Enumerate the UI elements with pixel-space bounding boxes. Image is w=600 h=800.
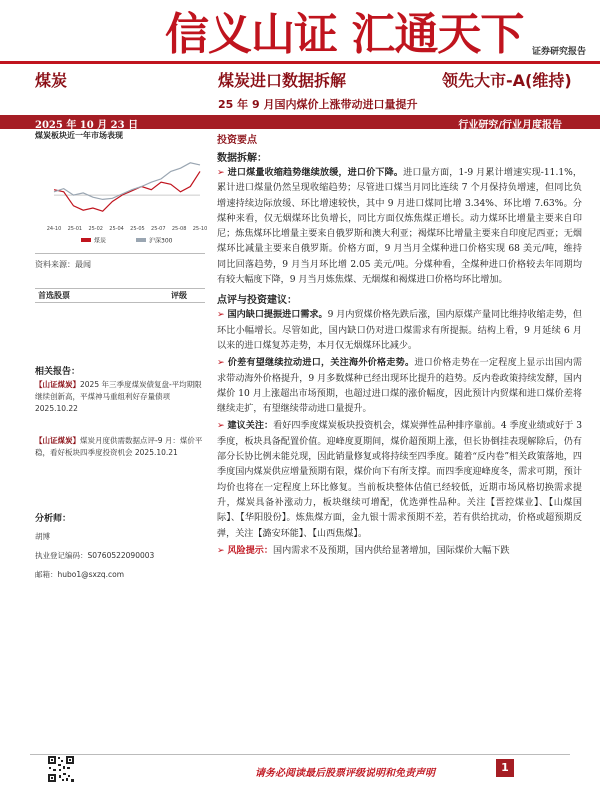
x-tick-label: 25-02 [88,226,103,232]
paragraph-text: 进口量方面，1-9 月累计增速实现-11.1%，累计进口煤量仍然呈现收缩趋势；尽管进口煤当月同比连续 7 个月保持负增速，但同比负增速持续边际放缓、环比增速较快，其中 9 月进口煤同比增 3.34%、环比增 7.63%。分煤种来看，仅无烟煤环比负增长，同比方面仅炼焦煤正增长。动力煤环比增量主要来自印尼；炼焦煤环比增量主要来自俄罗斯和澳大利亚；褐煤环比增量主要来自印度尼西亚；无烟煤环比减量主要来自俄罗斯。价格方面，9 月当月全煤种进口价格实现 68 美元/吨，维持同比回落趋势，9 月当月环比增 2.05 美元/吨。分煤种看，全煤种进口价格较去年同期均有较大幅度下降，9 月当月炼焦煤、无烟煤和褐煤进口价格均环比增加。 [217,168,582,286]
risk-label: 风险提示： [227,545,273,556]
bullet-icon: ➢ [217,358,228,369]
date-band [0,115,600,129]
paragraph [217,356,582,417]
related-reports-title: 相关报告： [35,367,81,377]
stock-col-header: 首选股票 [38,291,70,300]
header-logo-band [0,0,600,60]
paragraph-lead: 国内缺口提振进口需求。 [227,310,328,321]
paragraph-lead: 建议关注： [227,421,274,432]
paragraph-text: 进口价格走势在一定程度上显示出国内需求带动海外价格提升，9 月多数煤种已经出现环比提升的趋势。反内卷政策持续发酵，国内煤价 10 月上涨超出市场预期，也超过进口煤的涨价幅度，因此预计内贸煤和进口煤价差将继续走扩，有望继续带动进口量提升。 [217,358,582,415]
title-row [0,66,600,94]
header-divider [0,61,600,64]
bullet-icon: ➢ [217,168,228,178]
paragraph-lead: 价差有望继续拉动进口，关注海外价格走势。 [227,358,415,369]
qr-code-icon [47,755,75,783]
related-report-link[interactable] [35,379,205,415]
x-tick-label: 24-10 [46,226,62,232]
x-tick-label: 25-01 [67,226,83,232]
x-tick-label: 25-05 [130,226,145,232]
section-heading: 点评与投资建议： [217,295,297,307]
x-tick-label: 25-07 [151,226,166,232]
x-tick-label: 25-10 [192,226,208,232]
company-logo: 信义山证 汇通天下 [165,9,524,60]
x-tick-label: 25-08 [171,226,187,232]
chart-source: 资料来源：最闻 [35,260,91,269]
x-tick-label: 25-04 [109,226,124,232]
report-subtitle: 25 年 9 月国内煤价上涨带动进口量提升 [218,98,418,111]
related-report-text: 2025 年三季度煤炭债复盘-平均期限继续创新高，平煤神马重组利好存量债项 2025.10.22 [35,380,202,413]
paragraph [217,166,582,288]
report-title: 煤炭进口数据拆解 [218,71,347,90]
research-tag: 证券研究报告 [531,47,586,57]
bullet-icon: ➢ [217,421,228,432]
chart-divider [35,253,205,254]
paragraph [217,544,582,559]
paragraph-text: 看好四季度煤炭板块投资机会，煤炭弹性品种排序靠前。4 季度业绩或好于 3 季度，板块具备配置价值。迎峰度夏期间，煤价超预期上涨，但长协倒挂表现解除后，仍有部分长协比例未能兑现，因此销量修复或将持续至四季度。随着“反内卷”相关政策落地，四季度国内煤炭供应增量预期有限，煤价向下有所支撑。而四季度迎峰度冬，需求可期，预计均价也将在一定程度上环比修复。当前板块整体估值已经较低，近期市场风格切换需求提升，煤炭具备补涨动力，板块继续可增配，优选弹性品种。关注【晋控煤业】、【山煤国际】、【华阳股份】。炼焦煤方面，金九银十需求预期不差，若有供给扰动，价格或超预期反弹，关注【潞安环能】、【山西焦煤】。 [217,421,582,539]
series-line-csi300 [54,163,200,200]
bullet-icon: ➢ [217,310,228,321]
related-report-tag: 【山证煤炭】 [35,436,80,445]
legend-swatch [81,238,91,242]
bullet-icon: ➢ [217,545,228,556]
paragraph [217,419,582,541]
related-report-text: 煤炭月度供需数据点评-9 月：煤价平稳，看好板块四季度投资机会 2025.10.21 [35,436,203,457]
footer-divider [30,754,570,755]
chart-label: 煤炭板块近一年市场表现 [35,131,123,140]
legend-label: 煤炭 [94,237,107,245]
related-report-tag: 【山证煤炭】 [35,380,80,389]
analyst-cert: 执业登记编码：S0760522090003 [35,551,155,560]
section-heading: 数据拆解： [217,153,267,164]
section-heading: 投资要点 [217,135,257,146]
main-content [217,131,582,561]
paragraph-lead: 进口煤量收缩趋势继续放缓，进口价下降。 [227,168,404,178]
report-type: 行业研究/行业月度报告 [458,120,562,131]
paragraph [217,308,582,354]
page-number: 1 [496,759,514,777]
footer-disclaimer[interactable]: 请务必阅读最后股票评级说明和免责声明 [255,768,435,779]
related-report-link[interactable] [35,435,205,459]
industry-label: 煤炭 [35,71,68,90]
analyst-email[interactable]: 邮箱：hubo1@sxzq.com [35,570,125,579]
analyst-name: 胡博 [35,532,50,541]
sidebar [35,130,205,141]
stock-table-header [35,288,205,303]
legend-swatch [136,238,146,242]
rating-col-header: 评级 [171,291,187,300]
rating-label: 领先大市-A(维持) [442,71,572,90]
market-performance-chart [36,142,208,250]
legend-label: 沪深300 [149,237,173,245]
paragraph-text: 9 月内贸煤价格先跌后涨，国内原煤产量同比维持收缩走势，但环比小幅增长。尽管如此，国内缺口仍对进口煤需求有所提振。结构上看，9 月延续 6 月以来的进口煤复苏走势，本月仅无烟煤环比减少。 [217,310,582,351]
report-date: 2025 年 10 月 23 日 [35,120,139,131]
analyst-title: 分析师： [35,514,72,524]
risk-text: 国内需求不及预期，国内供给显著增加，国际煤价大幅下跌 [273,545,510,556]
